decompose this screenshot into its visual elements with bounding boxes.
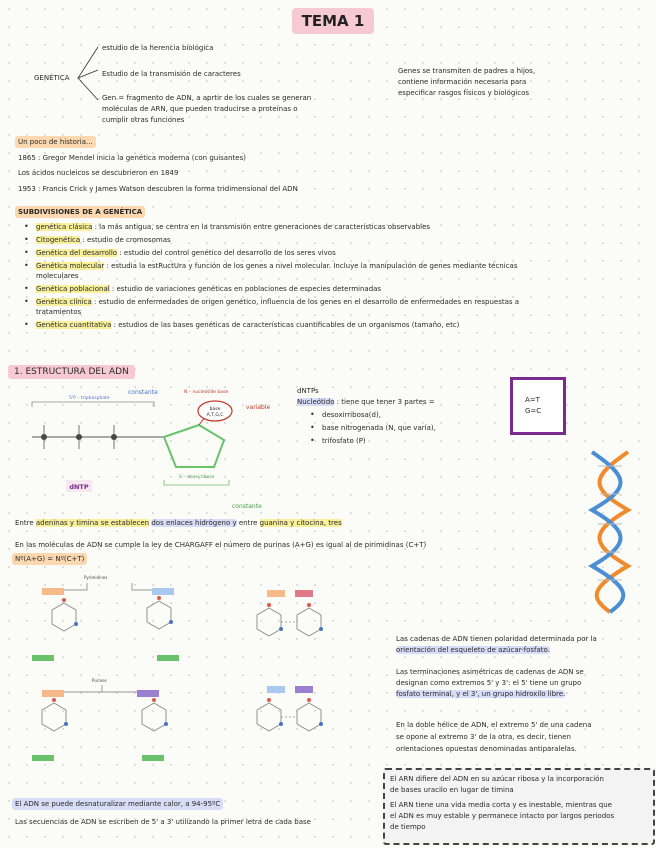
denaturation-text: El ADN se puede desnaturalizar mediante calor, a 94-95ºC bbox=[12, 798, 223, 810]
variable-label: variable bbox=[246, 404, 271, 411]
genetica-branch-3-line3: cumplir otras funciones bbox=[102, 116, 185, 124]
ends-line3: fosfato terminal, y el 3', un grupo hidroxilo libre. bbox=[396, 690, 566, 698]
ends-line2: designan como extremos 5' y 3': el 5' tiene un grupo bbox=[396, 679, 582, 687]
dntp-part: • base nitrogenada (N, que varía), bbox=[308, 423, 488, 433]
genetica-branch-3-line1: Gen = fragmento de ADN, a aprtir de los cuales se generan bbox=[102, 94, 312, 102]
sequence-direction-text: Las secuencias de ADN se escriben de 5' a 3' utilizando la primer letra de cada base bbox=[15, 818, 311, 826]
pair-at: A=T bbox=[525, 396, 540, 404]
subdivision-item: • genética clásica : la más antigua, se centra en la transmisión entre generaciones de características observables bbox=[22, 222, 642, 232]
dntp-part: • trifosfato (P) bbox=[308, 436, 488, 446]
side-note-line3: especificar rasgos físicos y biológicos bbox=[398, 89, 529, 97]
dntps-title: dNTPs bbox=[297, 387, 319, 395]
subdivision-item: • Citogenética : estudio de cromosomas bbox=[22, 235, 642, 245]
arn-line4: el ADN es muy estable y permanece intacto por largos periodos bbox=[390, 812, 615, 820]
arn-note-box bbox=[383, 768, 655, 845]
chargaff-formula: Nº(A+G) = Nº(C+T) bbox=[12, 553, 87, 565]
dntp-label: dNTP bbox=[69, 483, 89, 491]
polarity-line2: orientación del esqueleto de azúcar-fosfato. bbox=[396, 646, 550, 654]
constante-label-bottom: constante bbox=[232, 503, 262, 510]
arn-line1: El ARN difiere del ADN en su azúcar ribosa y la incorporación bbox=[390, 775, 604, 783]
pyrimidines-tag: Pyrimidines bbox=[84, 575, 108, 580]
enlaces-text: Entre adeninas y timina se establecen dos enlaces hidrógeno y entre guanina y citocina, tres bbox=[15, 519, 342, 527]
triphosphate-label: 5'P – triphosphate bbox=[69, 396, 110, 401]
side-note-line2: contiene información necesaria para bbox=[398, 78, 527, 86]
dntps-lead: Nucleótido : tiene que tener 3 partes = bbox=[297, 398, 435, 406]
antiparallel-line2: se opone al extremo 3' de la otra, es decir, tienen bbox=[396, 733, 571, 741]
polarity-line1: Las cadenas de ADN tienen polaridad determinada por la bbox=[396, 635, 597, 643]
dntps-parts bbox=[308, 410, 488, 449]
antiparallel-line1: En la doble hélice de ADN, el extremo 5' de una cadena bbox=[396, 721, 592, 729]
purines-tag: Purines bbox=[92, 678, 107, 683]
pair-gc: G=C bbox=[525, 407, 542, 415]
arn-line3: El ARN tiene una vida media corta y es inestable, mientras que bbox=[390, 801, 612, 809]
history-event-3: 1953 : Francis Crick y James Watson descubren la forma tridimensional del ADN bbox=[18, 185, 298, 193]
antiparallel-line3: orientaciones opuestas denominadas antiparalelas. bbox=[396, 745, 577, 753]
history-title: Un poco de historia... bbox=[15, 136, 96, 148]
genetica-branch-1: estudio de la herencia biológica bbox=[102, 44, 214, 52]
dntp-diagram bbox=[14, 385, 284, 510]
base-pairs-box bbox=[510, 377, 566, 435]
side-note-line1: Genes se transmiten de padres a hijos, bbox=[398, 67, 536, 75]
subdivision-item: • Genética cuantitativa : estudios de las bases genéticas de características cuantificables de un organismos (tamaño, etc) bbox=[22, 320, 642, 330]
arn-line5: de tiempo bbox=[390, 823, 426, 831]
genetica-branch-3-line2: moléculas de ARN, que pueden traducirse a proteínas o bbox=[102, 105, 298, 113]
genetica-label: GENÉTICA bbox=[34, 74, 70, 82]
page-title: TEMA 1 bbox=[292, 8, 374, 34]
constante-label-top: constante bbox=[128, 389, 158, 396]
subdivisiones-title: SUBDIVISIONES DE A GENÉTICA bbox=[15, 206, 145, 218]
dntp-part: • desoxirribosa(d), bbox=[308, 410, 488, 420]
history-event-2: Los ácidos nucleicos se descubrieron en 1849 bbox=[18, 169, 179, 177]
section-1-title: 1. ESTRUCTURA DEL ADN bbox=[8, 365, 135, 379]
deoxyribose-label: S – deoxyribose bbox=[179, 475, 215, 480]
ends-line1: Las terminaciones asimétricas de cadenas de ADN se bbox=[396, 668, 584, 676]
nucleotide-base-label: N – nucleotide base bbox=[184, 390, 229, 395]
chargaff-text: En las moléculas de ADN se cumple la ley de CHARGAFF el número de purinas (A+G) es igual al de pirimidinas (C+T) bbox=[15, 541, 427, 549]
subdivision-item: • Genética molecular : estudia la estRuctUra y función de los genes a nivel molecular. Incluye la manipulación de genes mediante técnicas moleculares bbox=[22, 261, 642, 281]
base-box-line2: A,T,G,C bbox=[206, 413, 224, 418]
nitrogen-bases-diagram bbox=[12, 570, 382, 775]
subdivision-item: • Genética del desarrollo : estudio del control genético del desarrollo de los seres vivos bbox=[22, 248, 642, 258]
arn-line2: de bases uracilo en lugar de timina bbox=[390, 786, 514, 794]
dna-helix-illustration bbox=[580, 448, 640, 616]
history-event-1: 1865 : Gregor Mendel inicia la genética moderna (con guisantes) bbox=[18, 154, 246, 162]
subdivision-item: • Genética clínica : estudio de enfermedades de origen genético, influencia de los genes en el desarrollo de enfermedades en respuestas a tratamientos bbox=[22, 297, 642, 317]
base-box-line1: base bbox=[209, 407, 221, 412]
genetica-branch-2: Estudio de la transmisión de caracteres bbox=[102, 70, 241, 78]
subdivisiones-list bbox=[22, 222, 642, 333]
subdivision-item: • Genética poblacional : estudio de variaciones genéticas en poblaciones de especies determinadas bbox=[22, 284, 642, 294]
